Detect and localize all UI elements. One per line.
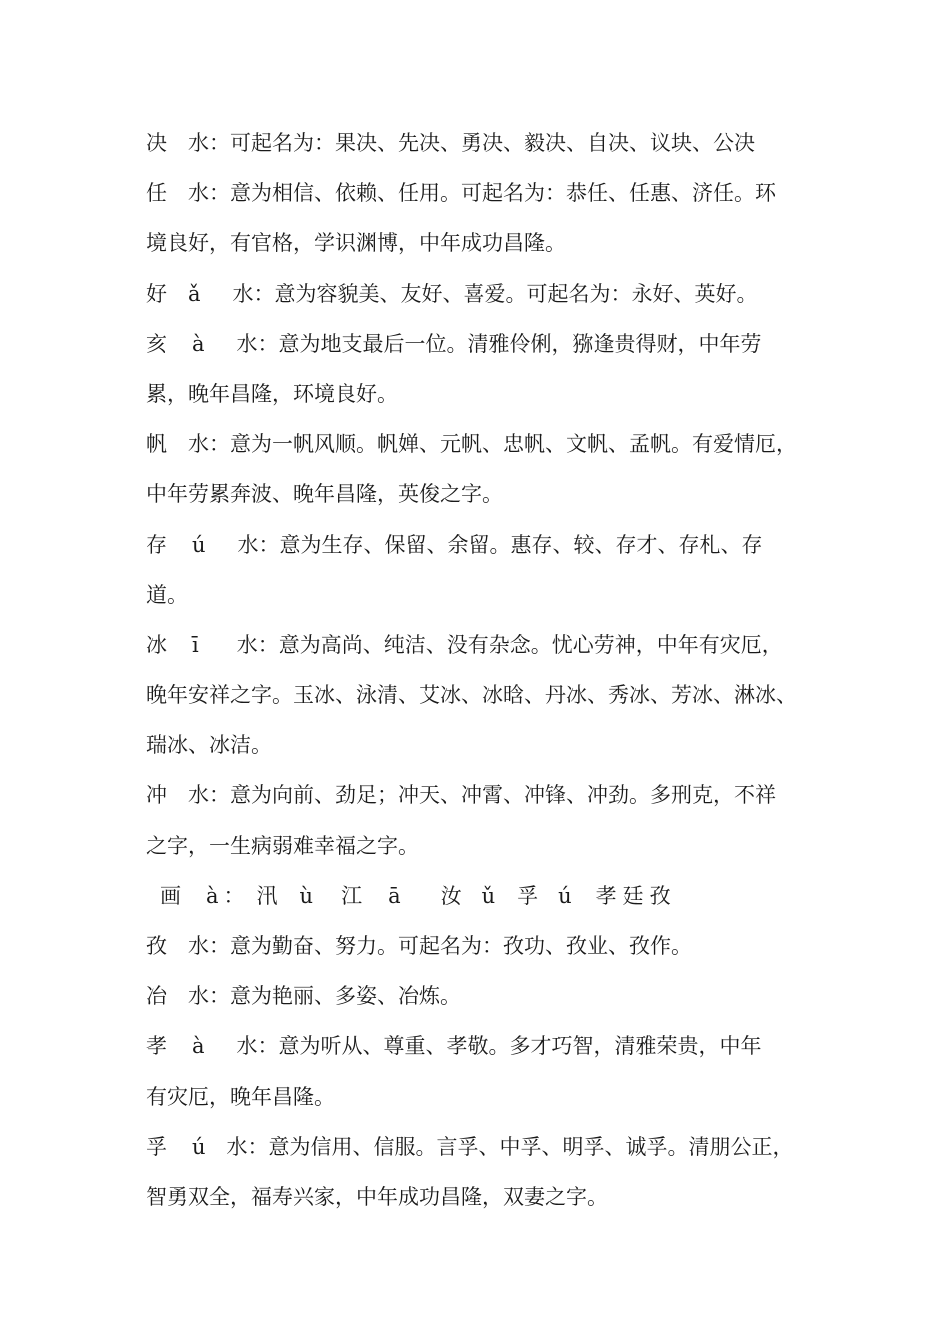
heading-char: 江 bbox=[341, 883, 363, 908]
text-line: 任 水：意为相信、依赖、任用。可起名为：恭任、任惠、济任。环 bbox=[146, 181, 776, 206]
text-line bbox=[146, 1021, 810, 1071]
entry-pinyin: à bbox=[192, 1034, 205, 1059]
heading-pinyin: ā bbox=[388, 883, 401, 908]
text-line bbox=[146, 319, 810, 369]
text-line: 境良好，有官格，学识渊博，中年成功昌隆。 bbox=[146, 231, 566, 256]
text-line: 之字，一生病弱难幸福之字。 bbox=[146, 833, 419, 858]
entry-pinyin: ú bbox=[192, 532, 206, 557]
text-line bbox=[146, 520, 810, 570]
stroke-heading-line bbox=[146, 871, 810, 921]
text-line: 瑞冰、冰洁。 bbox=[146, 733, 272, 758]
text-line: 冶 水：意为艳丽、多姿、冶炼。 bbox=[146, 984, 461, 1009]
text-line: 有灾厄，晚年昌隆。 bbox=[146, 1084, 335, 1109]
heading-char: 画 bbox=[160, 883, 181, 908]
text-line: 智勇双全，福寿兴家，中年成功昌隆，双妻之字。 bbox=[146, 1184, 608, 1209]
text-line bbox=[146, 620, 810, 670]
text-line: 道。 bbox=[146, 582, 188, 607]
entry-char: 亥 bbox=[146, 331, 167, 356]
entry-char: 冰 bbox=[146, 632, 167, 657]
entry-char: 孝 bbox=[146, 1034, 167, 1059]
entry-pinyin: ú bbox=[192, 1134, 206, 1159]
text-line: 累，晚年昌隆，环境良好。 bbox=[146, 381, 398, 406]
heading-char: 孚 bbox=[517, 883, 539, 908]
entry-text: 水：意为听从、尊重、孝敬。多才巧智，清雅荣贵，中年 bbox=[236, 1034, 762, 1059]
document-body bbox=[146, 118, 810, 1222]
text-line: 晚年安祥之字。玉冰、泳清、艾冰、冰晗、丹冰、秀冰、芳冰、淋冰、 bbox=[146, 683, 797, 708]
entry-text: 水：意为高尚、纯洁、没有杂念。忧心劳神，中年有灾厄， bbox=[236, 632, 783, 657]
heading-pinyin: à bbox=[206, 883, 219, 908]
heading-char: 廷 bbox=[622, 883, 644, 908]
text-line: 中年劳累奔波、晚年昌隆，英俊之字。 bbox=[146, 482, 503, 507]
heading-pinyin: ú bbox=[558, 883, 572, 908]
heading-char: 汛 bbox=[256, 883, 278, 908]
text-line bbox=[146, 269, 810, 319]
entry-text: 水：意为地支最后一位。清雅伶俐，猕逢贵得财，中年劳 bbox=[236, 331, 762, 356]
entry-char: 好 bbox=[146, 281, 167, 306]
text-line: 冲 水：意为向前、劲足；冲天、冲霄、冲锋、冲劲。多刑克，不祥 bbox=[146, 783, 776, 808]
entry-text: 水：意为容貌美、友好、喜爱。可起名为：永好、英好。 bbox=[232, 281, 758, 306]
heading-pinyin: ù bbox=[299, 883, 314, 908]
entry-text: 水：意为生存、保留、余留。惠存、较、存才、存札、存 bbox=[237, 532, 763, 557]
entry-pinyin: ǎ bbox=[188, 281, 201, 306]
entry-text: 水：意为信用、信服。言孚、中孚、明孚、诚孚。清朋公正， bbox=[226, 1134, 794, 1159]
heading-char: 孝 bbox=[595, 883, 617, 908]
text-line: 决 水：可起名为：果决、先决、勇决、毅决、自决、议块、公决 bbox=[146, 131, 755, 155]
text-line: 孜 水：意为勤奋、努力。可起名为：孜功、孜业、孜作。 bbox=[146, 934, 692, 958]
text-line bbox=[146, 1122, 810, 1172]
entry-char: 孚 bbox=[146, 1134, 167, 1159]
entry-pinyin: ī bbox=[192, 632, 199, 657]
entry-pinyin: à bbox=[192, 331, 205, 356]
entry-char: 存 bbox=[146, 532, 167, 557]
heading-char: 汝 bbox=[440, 883, 462, 908]
heading-char: 孜 bbox=[649, 883, 671, 908]
heading-pinyin: ǔ bbox=[481, 883, 496, 908]
text-line: 帆 水：意为一帆风顺。帆婵、元帆、忠帆、文帆、孟帆。有爱情厄， bbox=[146, 432, 797, 457]
heading-colon: ： bbox=[223, 883, 245, 908]
